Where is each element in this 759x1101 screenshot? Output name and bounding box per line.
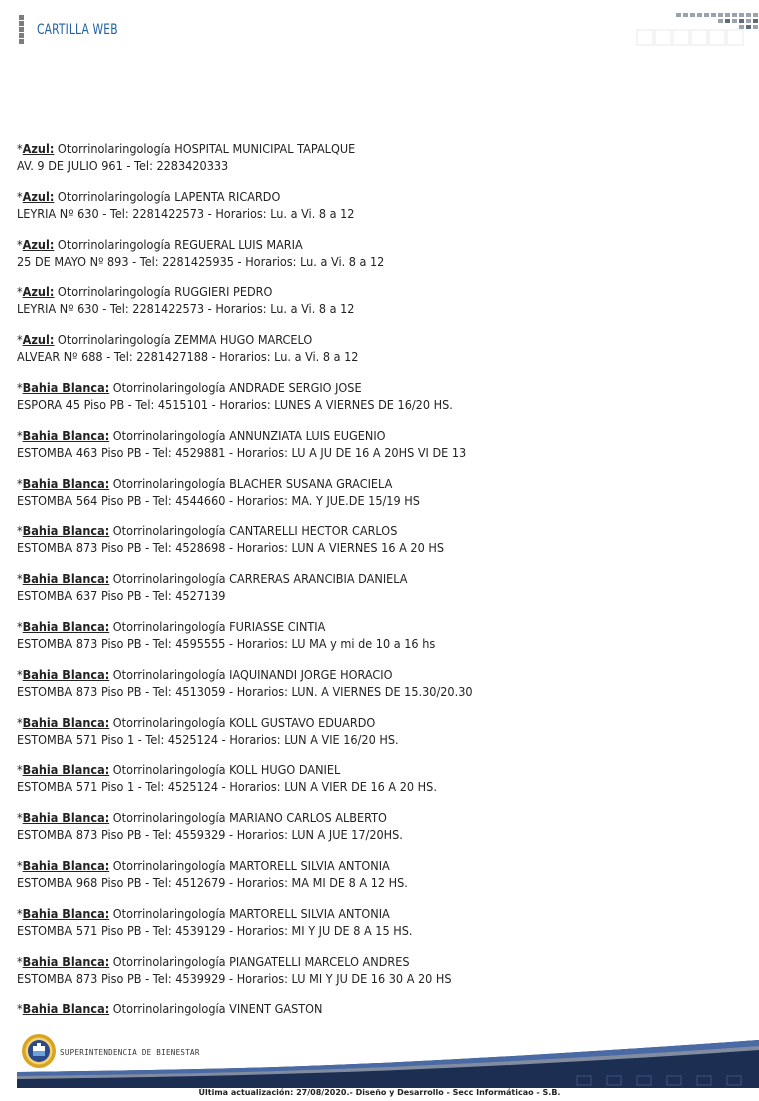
entry-city: Bahia Blanca:: [22, 428, 110, 443]
entry-city: Bahia Blanca:: [22, 524, 110, 539]
entry-provider: Otorrinolaringología IAQUINANDI JORGE HORACIO: [109, 667, 393, 682]
provider-entry: [17, 189, 694, 223]
entry-city: Bahia Blanca:: [22, 380, 110, 395]
provider-entry: [17, 237, 694, 271]
entry-address: ESTOMBA 968 Piso PB - Tel: 4512679 - Horarios: MA MI DE 8 A 12 HS.: [17, 875, 408, 890]
entry-address: ESTOMBA 571 Piso PB - Tel: 4539129 - Horarios: MI Y JU DE 8 A 15 HS.: [17, 923, 413, 938]
entry-provider: Otorrinolaringología PIANGATELLI MARCELO ANDRES: [109, 954, 410, 969]
entry-address: ESTOMBA 564 Piso PB - Tel: 4544660 - Horarios: MA. Y JUE.DE 15/19 HS: [17, 493, 420, 508]
entry-address: 25 DE MAYO Nº 893 - Tel: 2281425935 - Horarios: Lu. a Vi. 8 a 12: [17, 254, 385, 269]
entry-city: Bahia Blanca:: [22, 667, 110, 682]
entry-city: Bahia Blanca:: [22, 476, 110, 491]
entry-provider: Otorrinolaringología CANTARELLI HECTOR CARLOS: [109, 524, 398, 539]
entry-provider: Otorrinolaringología LAPENTA RICARDO: [54, 189, 281, 204]
entry-provider: Otorrinolaringología FURIASSE CINTIA: [109, 619, 326, 634]
entry-prefix: *: [17, 1002, 23, 1017]
entry-provider: Otorrinolaringología BLACHER SUSANA GRACIELA: [109, 476, 393, 491]
entry-prefix: *: [17, 763, 23, 778]
entry-city: Azul:: [22, 189, 55, 204]
entry-prefix: *: [17, 667, 23, 682]
entry-provider: Otorrinolaringología MARTORELL SILVIA ANTONIA: [109, 858, 390, 873]
entry-prefix: *: [17, 380, 23, 395]
page-title: CARTILLA WEB: [37, 22, 118, 38]
provider-entry: [17, 284, 694, 318]
entry-city: Bahia Blanca:: [22, 906, 110, 921]
entry-address: ESTOMBA 571 Piso 1 - Tel: 4525124 - Horarios: LUN A VIER DE 16 A 20 HS.: [17, 780, 437, 795]
entry-city: Bahia Blanca:: [22, 763, 110, 778]
page-footer: [0, 1028, 759, 1101]
entry-address: ESTOMBA 873 Piso PB - Tel: 4539929 - Horarios: LU MI Y JU DE 16 30 A 20 HS: [17, 971, 452, 986]
entry-city: Bahia Blanca:: [22, 811, 110, 826]
provider-entry: [17, 523, 694, 557]
entry-address: ESTOMBA 571 Piso 1 - Tel: 4525124 - Horarios: LUN A VIE 16/20 HS.: [17, 732, 399, 747]
institution-seal-icon: [21, 1033, 57, 1069]
entry-provider: Otorrinolaringología KOLL GUSTAVO EDUARDO: [109, 715, 376, 730]
entry-provider: Otorrinolaringología ANNUNZIATA LUIS EUGENIO: [109, 428, 386, 443]
provider-entry: [17, 141, 694, 175]
entry-prefix: *: [17, 811, 23, 826]
page-header: [0, 0, 759, 60]
entry-prefix: *: [17, 524, 23, 539]
entry-address: LEYRIA Nº 630 - Tel: 2281422573 - Horarios: Lu. a Vi. 8 a 12: [17, 206, 355, 221]
entry-address: ESTOMBA 873 Piso PB - Tel: 4528698 - Horarios: LUN A VIERNES 16 A 20 HS: [17, 541, 445, 556]
entry-city: Bahia Blanca:: [22, 619, 110, 634]
entry-provider: Otorrinolaringología KOLL HUGO DANIEL: [109, 763, 341, 778]
provider-entry: [17, 715, 694, 749]
entry-city: Bahia Blanca:: [22, 572, 110, 587]
entry-prefix: *: [17, 954, 23, 969]
entry-city: Azul:: [22, 142, 55, 156]
provider-listing: [17, 141, 737, 1032]
entry-address: LEYRIA Nº 630 - Tel: 2281422573 - Horarios: Lu. a Vi. 8 a 12: [17, 302, 355, 317]
entry-prefix: *: [17, 906, 23, 921]
provider-entry: [17, 858, 694, 892]
pixel-pattern-decoration: [634, 10, 759, 50]
organization-name: SUPERINTENDENCIA DE BIENESTAR: [60, 1048, 200, 1057]
entry-address: ESPORA 45 Piso PB - Tel: 4515101 - Horarios: LUNES A VIERNES DE 16/20 HS.: [17, 397, 453, 412]
entry-provider: Otorrinolaringología CARRERAS ARANCIBIA DANIELA: [109, 572, 408, 587]
provider-entry: [17, 1001, 694, 1018]
last-update-note: Última actualización: 27/08/2020.- Diseño y Desarrollo - Secc Informáticao - S.B.: [198, 1088, 561, 1097]
provider-entry: [17, 476, 694, 510]
entry-prefix: *: [17, 619, 23, 634]
entry-address: ESTOMBA 463 Piso PB - Tel: 4529881 - Horarios: LU A JU DE 16 A 20HS VI DE 13: [17, 445, 467, 460]
provider-entry: [17, 906, 694, 940]
provider-entry: [17, 428, 694, 462]
entry-prefix: *: [17, 715, 23, 730]
header-bar-decoration: [19, 15, 24, 45]
entry-prefix: *: [17, 285, 23, 300]
entry-prefix: *: [17, 428, 23, 443]
entry-city: Azul:: [22, 333, 55, 348]
entry-prefix: *: [17, 333, 23, 348]
provider-entry: [17, 667, 694, 701]
entry-prefix: *: [17, 476, 23, 491]
entry-address: ESTOMBA 873 Piso PB - Tel: 4595555 - Horarios: LU MA y mi de 10 a 16 hs: [17, 636, 436, 651]
entry-address: ESTOMBA 873 Piso PB - Tel: 4559329 - Horarios: LUN A JUE 17/20HS.: [17, 828, 403, 843]
footer-wave-band: [17, 1036, 759, 1088]
entry-provider: Otorrinolaringología ANDRADE SERGIO JOSE: [109, 380, 362, 395]
entry-prefix: *: [17, 858, 23, 873]
entry-prefix: *: [17, 189, 23, 204]
provider-entry: [17, 380, 694, 414]
entry-provider: Otorrinolaringología ZEMMA HUGO MARCELO: [54, 333, 313, 348]
entry-provider: Otorrinolaringología MARTORELL SILVIA ANTONIA: [109, 906, 390, 921]
entry-provider: Otorrinolaringología VINENT GASTON: [109, 1002, 323, 1017]
provider-entry: [17, 762, 694, 796]
entry-city: Bahia Blanca:: [22, 954, 110, 969]
entry-provider: Otorrinolaringología REGUERAL LUIS MARIA: [54, 237, 303, 252]
entry-provider: Otorrinolaringología HOSPITAL MUNICIPAL TAPALQUE: [54, 142, 356, 156]
entry-address: ALVEAR Nº 688 - Tel: 2281427188 - Horarios: Lu. a Vi. 8 a 12: [17, 350, 359, 365]
entry-provider: Otorrinolaringología MARIANO CARLOS ALBERTO: [109, 811, 387, 826]
provider-entry: [17, 332, 694, 366]
entry-provider: Otorrinolaringología RUGGIERI PEDRO: [54, 285, 273, 300]
entry-city: Bahia Blanca:: [22, 1002, 110, 1017]
provider-entry: [17, 571, 694, 605]
entry-city: Bahia Blanca:: [22, 858, 110, 873]
entry-prefix: *: [17, 142, 23, 156]
provider-entry: [17, 954, 694, 988]
entry-prefix: *: [17, 572, 23, 587]
entry-city: Bahia Blanca:: [22, 715, 110, 730]
provider-entry: [17, 619, 694, 653]
entry-address: ESTOMBA 637 Piso PB - Tel: 4527139: [17, 589, 226, 604]
provider-entry: [17, 810, 694, 844]
entry-address: AV. 9 DE JULIO 961 - Tel: 2283420333: [17, 159, 229, 173]
entry-city: Azul:: [22, 237, 55, 252]
entry-city: Azul:: [22, 285, 55, 300]
entry-prefix: *: [17, 237, 23, 252]
entry-address: ESTOMBA 873 Piso PB - Tel: 4513059 - Horarios: LUN. A VIERNES DE 15.30/20.30: [17, 684, 473, 699]
